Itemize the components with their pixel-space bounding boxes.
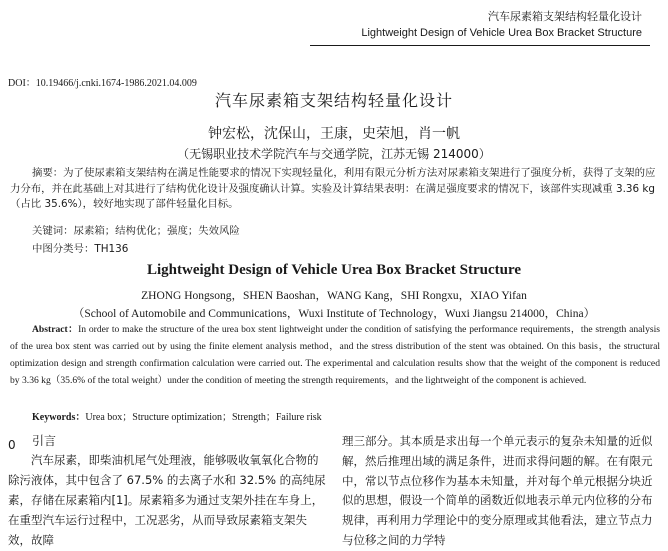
abstract-cn: 摘要：为了使尿素箱支架结构在满足性能要求的情况下实现轻量化，利用有限元分析方法对尿素箱支架进行了强度分析，获得了支架的应力分布，并在此基础上对其进行了结构优化设计及强度确认计算。实验及计算结果表明：在满足强度要求的情况下，该部件实现减重 3.36 kg（占比 35.6%），较好地实现了部件轻量化目标。 [10, 167, 656, 210]
header-rule [310, 45, 650, 46]
running-head-cn: 汽车尿素箱支架结构轻量化设计 [488, 10, 642, 23]
affiliation-cn: （无锡职业技术学院汽车与交通学院，江苏无锡 214000） [177, 147, 491, 161]
body-right-column: 理三部分。其本质是求出每一个单元表示的复杂未知量的近似解，然后推理出域的满足条件，进而求得问题的解。在有限元中，常以节点位移作为基本未知量，并对每个单元根据分块近似的思想，假设一个简单的函数近似地表示单元内位移的分布规律，再利用力学理论中的变分原理或其他看法，建立节点力与位移之间的力学特 [342, 434, 653, 547]
keywords-en-text: Urea box；Structure optimization；Strength；Failure risk [85, 412, 322, 423]
section-number: 0 [8, 438, 16, 452]
keywords-cn: 关键词：尿素箱；结构优化；强度；失效风险 [32, 225, 240, 237]
affiliation-en: （School of Automobile and Communications，Wuxi Institute of Technology，Wuxi Jiangsu 214000，China） [72, 308, 596, 320]
paper-title-cn: 汽车尿素箱支架结构轻量化设计 [214, 91, 453, 110]
authors-en: ZHONG Hongsong，SHEN Baoshan，WANG Kang，SHI Rongxu，XIAO Yifan [141, 290, 527, 302]
doi: DOI：10.19466/j.cnki.1674-1986.2021.04.009 [8, 78, 197, 89]
abstract-en [10, 321, 660, 389]
paper-title-en: Lightweight Design of Vehicle Urea Box Bracket Structure [147, 262, 521, 278]
abstract-en-label: Abstract： [32, 324, 79, 335]
running-head-en: Lightweight Design of Vehicle Urea Box Bracket Structure [361, 27, 642, 39]
section-title: 引言 [32, 434, 57, 448]
authors-cn: 钟宏松，沈保山，王康，史荣旭，肖一帆 [208, 126, 460, 142]
abstract-en-text: In order to make the structure of the urea box stent lightweight under the condition of satisfying the performance requirements，the strength analysis of the urea box stent was carried out by using the finite element analysis method，and the stress distribution of the stent was obtained. On this basis，the structural optimization design and strength confirmation calculation were carried out. The experimental and calculation results show that the weight of the component is reduced by 3.36 kg（35.6% of the total weight）under the condition of meeting the strength requirements，and the lightweight of the component is achieved. [10, 324, 661, 386]
classification-cn: 中图分类号：TH136 [32, 243, 129, 255]
keywords-en [32, 408, 322, 423]
keywords-en-label: Keywords： [32, 412, 86, 423]
body-left-column: 汽车尿素，即柴油机尾气处理液，能够吸收氧氧化合物的除污液体，其中包含了 67.5% 的去离子水和 32.5% 的高纯尿素，存储在尿素箱内[1]。尿素箱多为通过支架外挂在车身上，在重型汽车运行过程中，工况恶劣，从而导致尿素箱支架失效，故障 [8, 453, 326, 547]
